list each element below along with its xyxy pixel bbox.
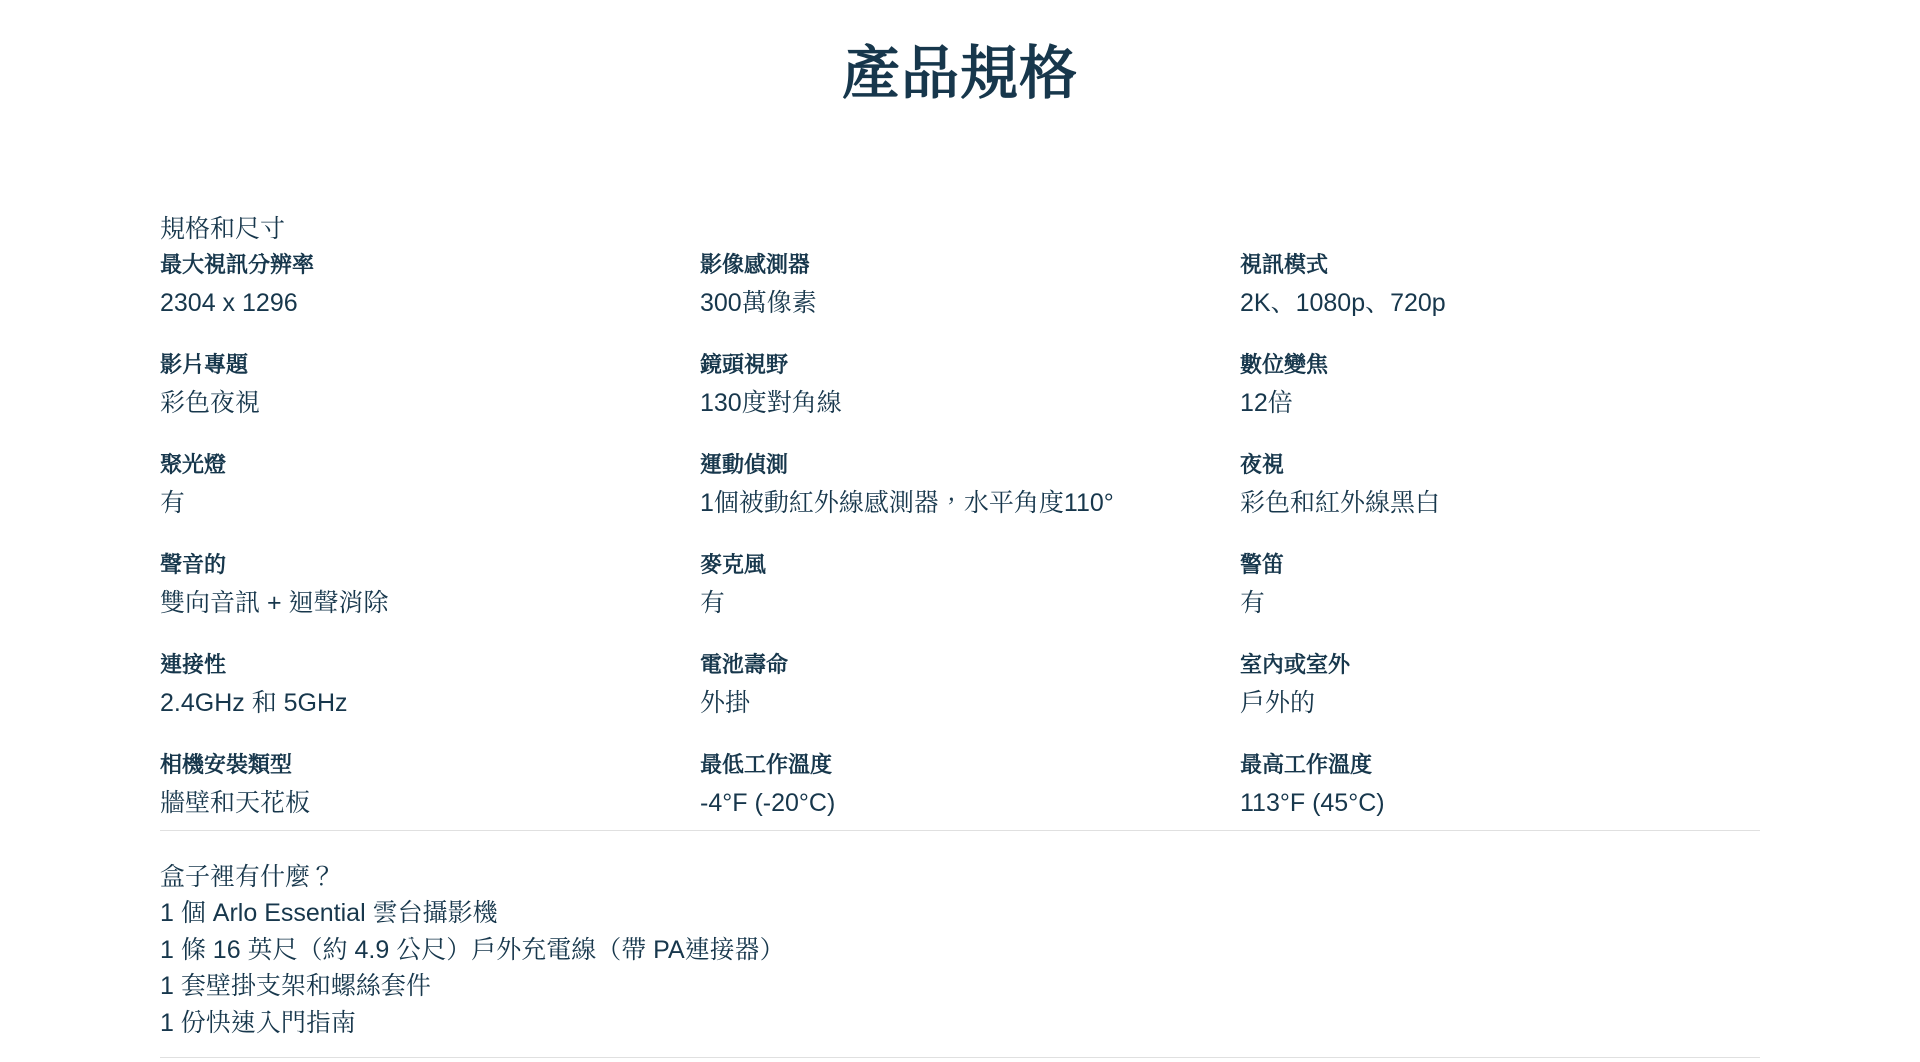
spec-label: 最大視訊分辨率 (160, 251, 315, 277)
in-the-box-heading: 盒子裡有什麼？ (160, 862, 336, 891)
spec-item-microphone (700, 552, 1240, 618)
spec-value: 彩色和紅外線黑白 (1240, 488, 1441, 517)
spec-value: 有 (700, 588, 726, 617)
spec-value: 戶外的 (1240, 688, 1316, 717)
spec-label: 警笛 (1240, 551, 1285, 577)
spec-label: 電池壽命 (700, 651, 789, 677)
spec-label: 影像感測器 (700, 251, 811, 277)
box-item-camera: 1 個 Arlo Essential 雲台攝影機 (160, 899, 498, 928)
page-title: 產品規格 (841, 41, 1078, 106)
spec-item-min-operating-temp (700, 752, 1240, 818)
spec-label: 聲音的 (160, 551, 227, 577)
spec-value: -4°F (-20°C) (700, 788, 836, 817)
spec-value: 外掛 (700, 688, 751, 717)
spec-value: 雙向音訊 + 迴聲消除 (160, 588, 389, 617)
in-the-box-section (160, 859, 1760, 1042)
spec-label: 相機安裝類型 (160, 751, 293, 777)
spec-value: 有 (1240, 588, 1266, 617)
spec-label: 最低工作溫度 (700, 751, 833, 777)
spec-label: 視訊模式 (1240, 251, 1329, 277)
spec-value: 牆壁和天花板 (160, 788, 311, 817)
spec-label: 鏡頭視野 (700, 351, 789, 377)
spec-label: 最高工作溫度 (1240, 751, 1373, 777)
spec-item-night-vision (1240, 452, 1780, 518)
specs-section-label: 規格和尺寸 (160, 214, 286, 243)
spec-item-video-modes (1240, 252, 1780, 318)
spec-value: 2K、1080p、720p (1240, 288, 1446, 317)
spec-item-image-sensor (700, 252, 1240, 318)
spec-label: 麥克風 (700, 551, 767, 577)
spec-value: 130度對角線 (700, 388, 842, 417)
section-divider-top (160, 830, 1760, 831)
spec-item-siren (1240, 552, 1780, 618)
spec-item-indoor-outdoor (1240, 652, 1780, 718)
spec-item-max-operating-temp (1240, 752, 1780, 818)
spec-item-connectivity (160, 652, 700, 718)
spec-label: 聚光燈 (160, 451, 227, 477)
spec-value: 12倍 (1240, 388, 1293, 417)
spec-item-spotlight (160, 452, 700, 518)
spec-item-mount-type (160, 752, 700, 818)
specs-grid (160, 252, 1760, 818)
box-item-quick-start-guide: 1 份快速入門指南 (160, 1008, 356, 1037)
spec-value: 300萬像素 (700, 288, 817, 317)
spec-label: 夜視 (1240, 451, 1285, 477)
spec-value: 2.4GHz 和 5GHz (160, 688, 348, 717)
section-divider-bottom (160, 1057, 1760, 1058)
spec-label: 影片專題 (160, 351, 249, 377)
spec-value: 彩色夜視 (160, 388, 261, 417)
spec-item-motion-detection (700, 452, 1240, 518)
spec-label: 數位變焦 (1240, 351, 1329, 377)
specs-content (160, 214, 1760, 1059)
spec-label: 運動偵測 (700, 451, 789, 477)
spec-value: 1個被動紅外線感測器，水平角度110° (700, 488, 1114, 517)
box-item-wall-mount: 1 套壁掛支架和螺絲套件 (160, 972, 431, 1001)
spec-item-digital-zoom (1240, 352, 1780, 418)
spec-item-battery-life (700, 652, 1240, 718)
spec-item-video-feature (160, 352, 700, 418)
spec-value: 113°F (45°C) (1240, 788, 1385, 817)
spec-label: 連接性 (160, 651, 227, 677)
spec-value: 有 (160, 488, 186, 517)
spec-label: 室內或室外 (1240, 651, 1351, 677)
spec-item-max-resolution (160, 252, 700, 318)
box-item-charging-cable: 1 條 16 英尺（約 4.9 公尺）戶外充電線（帶 PA連接器） (160, 935, 785, 964)
spec-item-audio (160, 552, 700, 618)
spec-value: 2304 x 1296 (160, 288, 298, 317)
spec-item-field-of-view (700, 352, 1240, 418)
